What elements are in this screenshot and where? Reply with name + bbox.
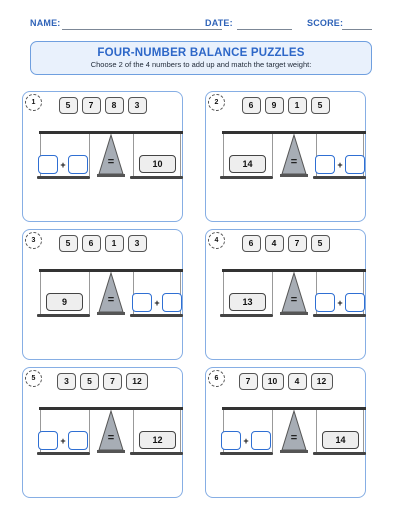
left-pan <box>37 452 90 455</box>
number-chip: 7 <box>288 235 307 252</box>
right-pan <box>313 314 366 317</box>
answer-box[interactable] <box>345 155 365 174</box>
left-pan <box>37 314 90 317</box>
target-weight: 10 <box>139 155 176 173</box>
scale-string <box>316 410 317 452</box>
number-chip: 3 <box>128 235 147 252</box>
number-chip: 12 <box>126 373 148 390</box>
right-pan <box>130 314 183 317</box>
target-weight: 14 <box>322 431 359 449</box>
number-chip: 5 <box>59 235 78 252</box>
equals-sign: = <box>290 432 298 444</box>
number-chip: 12 <box>311 373 333 390</box>
scale-string <box>272 134 273 176</box>
number-chip: 6 <box>82 235 101 252</box>
addition-slots <box>218 431 274 450</box>
addition-slots <box>312 155 368 174</box>
scale-string <box>133 134 134 176</box>
plus-sign: + <box>60 435 66 446</box>
left-pan <box>220 176 273 179</box>
number-chip: 5 <box>59 97 78 114</box>
plus-sign: + <box>337 297 343 308</box>
scale-string <box>363 410 364 452</box>
scale-string <box>180 410 181 452</box>
target-weight: 14 <box>229 155 266 173</box>
puzzle-card-5 <box>22 367 183 498</box>
date-line[interactable] <box>237 29 292 30</box>
number-chip: 4 <box>288 373 307 390</box>
equals-sign: = <box>107 294 115 306</box>
plus-sign: + <box>60 159 66 170</box>
number-chip: 3 <box>128 97 147 114</box>
number-chip: 4 <box>265 235 284 252</box>
number-chip: 5 <box>80 373 99 390</box>
worksheet-title: FOUR-NUMBER BALANCE PUZZLES <box>97 47 305 59</box>
answer-box[interactable] <box>38 155 58 174</box>
scale-string <box>180 134 181 176</box>
answer-box[interactable] <box>132 293 152 312</box>
target-weight: 13 <box>229 293 266 311</box>
equals-sign: = <box>290 294 298 306</box>
plus-sign: + <box>154 297 160 308</box>
plus-sign: + <box>243 435 249 446</box>
answer-box[interactable] <box>162 293 182 312</box>
equals-sign: = <box>107 432 115 444</box>
puzzle-number: 1 <box>25 94 42 111</box>
scale-string <box>223 272 224 314</box>
puzzle-card-2 <box>205 91 366 222</box>
number-chip: 7 <box>239 373 258 390</box>
answer-box[interactable] <box>315 155 335 174</box>
plus-sign: + <box>337 159 343 170</box>
right-pan <box>130 176 183 179</box>
right-pan <box>313 176 366 179</box>
answer-box[interactable] <box>221 431 241 450</box>
puzzle-card-6 <box>205 367 366 498</box>
scale-string <box>89 272 90 314</box>
number-chip: 1 <box>288 97 307 114</box>
puzzle-number: 6 <box>208 370 225 387</box>
number-chip: 10 <box>262 373 284 390</box>
left-pan <box>220 314 273 317</box>
name-line[interactable] <box>62 29 222 30</box>
right-pan <box>130 452 183 455</box>
puzzle-card-3 <box>22 229 183 360</box>
puzzle-card-4 <box>205 229 366 360</box>
number-chip: 6 <box>242 97 261 114</box>
instructions-banner <box>30 41 372 75</box>
header-row <box>30 18 372 34</box>
equals-sign: = <box>290 156 298 168</box>
puzzle-number: 2 <box>208 94 225 111</box>
number-chip: 5 <box>311 235 330 252</box>
number-chip: 5 <box>311 97 330 114</box>
puzzle-card-1 <box>22 91 183 222</box>
addition-slots <box>35 431 91 450</box>
scale-string <box>272 272 273 314</box>
puzzle-number: 4 <box>208 232 225 249</box>
puzzle-number: 5 <box>25 370 42 387</box>
number-chip: 9 <box>265 97 284 114</box>
right-pan <box>313 452 366 455</box>
target-weight: 9 <box>46 293 83 311</box>
equals-sign: = <box>107 156 115 168</box>
left-pan <box>37 176 90 179</box>
number-chip: 1 <box>105 235 124 252</box>
addition-slots <box>129 293 185 312</box>
date-label: DATE: <box>205 18 233 28</box>
addition-slots <box>35 155 91 174</box>
number-chip: 6 <box>242 235 261 252</box>
left-pan <box>220 452 273 455</box>
scale-string <box>40 272 41 314</box>
answer-box[interactable] <box>68 431 88 450</box>
number-chip: 8 <box>105 97 124 114</box>
number-chip: 3 <box>57 373 76 390</box>
answer-box[interactable] <box>251 431 271 450</box>
puzzle-number: 3 <box>25 232 42 249</box>
answer-box[interactable] <box>68 155 88 174</box>
target-weight: 12 <box>139 431 176 449</box>
addition-slots <box>312 293 368 312</box>
answer-box[interactable] <box>345 293 365 312</box>
name-label: NAME: <box>30 18 61 28</box>
answer-box[interactable] <box>38 431 58 450</box>
number-chip: 7 <box>103 373 122 390</box>
number-chip: 7 <box>82 97 101 114</box>
score-line[interactable] <box>342 29 372 30</box>
worksheet-instructions: Choose 2 of the 4 numbers to add up and match the target weight: <box>90 60 312 69</box>
answer-box[interactable] <box>315 293 335 312</box>
scale-string <box>223 134 224 176</box>
score-label: SCORE: <box>307 18 344 28</box>
scale-string <box>133 410 134 452</box>
